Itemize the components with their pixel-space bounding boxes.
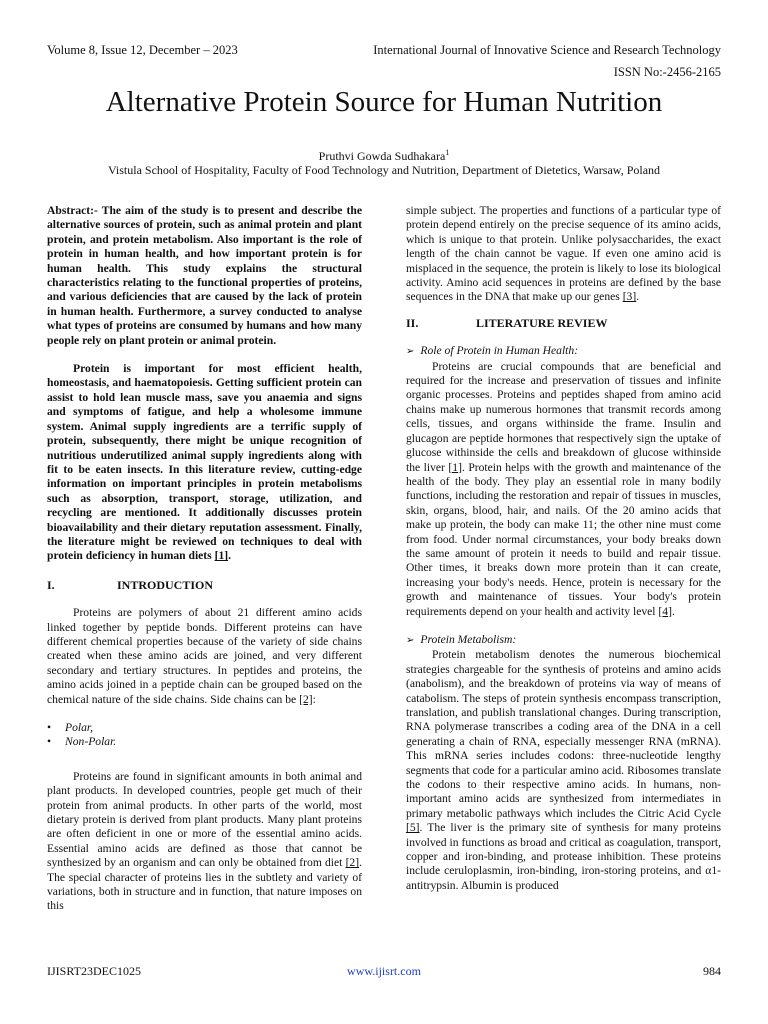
page-number: 984 (703, 964, 721, 978)
left-column (47, 204, 362, 914)
metabolism-paragraph (406, 648, 721, 893)
metabolism-paragraph-text: Protein metabolism denotes the numerous biochemical strategies chargeable for the synthesis of proteins and amino acids (anabolism), and the breakdown of proteins via way of means of catabolism. The steps of protein synthesis encompass transcription, translation, and publish translational changes. During transcription, RNA polymerase transcribes a coding area of the DNA in a cell generating a chain of RNA, especially messenger RNA (mRNA). This mRNA series includes codons: three-nucleotide lengthy segments that code for a particular amino acid. Ribosomes translate the codons to their respective amino acids. In humans, non-important amino acids are synthesized from intermediates in primary metabolic pathways which includes the Citric Acid Cycle (406, 648, 721, 820)
intro-paragraph-1-text: Proteins are polymers of about 21 different amino acids linked together by peptide bonds. Different proteins can have different chemical properties because of the variety of side chains created when these amino acids are joined, and very different secondary and tertiary structures. In peptides and proteins, the amino acids joined in a peptide chain can be grouped based on the chemical nature of the side chains. Side chains can be (47, 606, 362, 706)
citation-link[interactable]: [5] (406, 821, 420, 835)
role-paragraph-text: Proteins are crucial compounds that are beneficial and required for the increase and preservation of tissues and infinite organic processes. Proteins and peptides shaped from amino acid chains make up numerous hormones that transmit records among cells, tissues, and organs withinside the frame. Insulin and glucagon are peptide hormones that respectively sign the uptake of glucose withinside the cells and breakdown of glucose withinside the liver (406, 359, 721, 474)
section-title: INTRODUCTION (117, 577, 214, 592)
issn: ISSN No:-2456-2165 (613, 65, 721, 79)
role-paragraph-text-2: . Protein helps with the growth and maintenance of the health of the body. They play an essential role in many bodily functions, including the restoration and repair of tissues in muscles, skin, organs, blood, hair, and nails. Of the 20 amino acids that make up protein, the body can make 11; the other nine must come from food. Under normal circumstances, your body breaks down the same amount of protein it needs to build and repair tissue. Other times, it breaks down more protein than it can create, increasing your body's needs. Hence, protein is necessary for the growth and maintenance of tissues. Your body's protein requirements depend on your health and activity level (406, 460, 721, 618)
intro-paragraph-2-text: Proteins are found in significant amounts in both animal and plant products. In developed countries, people get much of their protein from animal products. In other parts of the world, most dietary protein is derived from plant products. Many plant proteins are often deficient in one or more of the essential amino acids. Essential amino acids are defined as those that cannot be synthesized by an organism and can only be obtained from diet (47, 769, 362, 870)
section-number: I. (47, 577, 55, 592)
citation-link[interactable]: [2] (345, 856, 360, 870)
right-column (406, 204, 721, 893)
journal-name: International Journal of Innovative Science and Research Technology (373, 43, 721, 57)
subsection-heading-role (406, 344, 721, 359)
section-heading-introduction (47, 578, 362, 592)
section-number: II. (406, 315, 419, 330)
abstract: Abstract:- The aim of the study is to present and describe the alternative sources of protein, such as animal protein and plant protein, and protein metabolism. Also important is the role of protein in human health, and how important protein is for human health. This study explains the structural characteristics relating to the functional properties of proteins, and various deficiencies that are caused by the lack of protein in human health. Furthermore, a survey conducted to analyse what types of proteins are consumed by humans and how many people rely on plant protein or animal protein. (47, 204, 362, 347)
continued-paragraph-text: simple subject. The properties and functions of a particular type of protein depend entirely on the precise sequence of its amino acids, which is unique to that protein. Unlike polysaccharides, the exact length of the chain cannot be vague. If even one amino acid is misplaced in the sequence, the protein is likely to lose its biological activity. Amino acid sequences in proteins are defined by the base sequences in the DNA that make up our genes (406, 204, 721, 304)
side-chain-list (47, 721, 362, 750)
list-item: • Non-Polar. (47, 735, 362, 749)
section-heading-literature-review (406, 316, 721, 330)
metabolism-paragraph-text-2: . The liver is the primary site of synthesis for many proteins involved in functions as broad and critical as coagulation, transport, copper and iron-binding, and protease inhibition. These proteins include ceruloplasmin, iron-binding, iron-storing proteins, and α1-antitrypsin. Albumin is produced (406, 821, 721, 892)
author-line (0, 148, 768, 164)
citation-link[interactable]: [1] (448, 460, 462, 474)
abstract-paragraph-2 (47, 362, 362, 564)
arrow-bullet-icon: ➢ (406, 346, 415, 358)
list-item: • Polar, (47, 721, 362, 735)
author-superscript: 1 (445, 148, 450, 157)
volume-issue: Volume 8, Issue 12, December – 2023 (47, 43, 238, 57)
intro-paragraph-1-end: : (312, 692, 316, 706)
author-name: Pruthvi Gowda Sudhakara (318, 149, 446, 163)
abstract-paragraph-2-text: Protein is important for most efficient health, homeostasis, and haematopoiesis. Getting sufficient protein can assist to hold lean muscle mass, save you anaemia and signs and symptoms of fatigue, and help a wholesome immune system. Animal supply ingredients are a terrific supply of protein, subsequently, there might be unique recognition of nutritious underutilized animal supply ingredients along with fit to be eaten insects. In this literature review, cutting-edge information on important principles in protein metabolisms such as absorption, transport, storage, utilization, and recycling are mentioned. It additionally discusses protein bioavailability and their dietary reputation assessment. Finally, the literature might be reviewed on techniques to deal with protein deficiency in human diets (47, 362, 362, 563)
intro-paragraph-1 (47, 606, 362, 707)
continued-paragraph (406, 204, 721, 305)
citation-link[interactable]: [1] (214, 549, 229, 563)
intro-paragraph-2-end: . The special character of proteins lies in the subtlety and variety of variations, both in structure and in function, that nature imposes on this (47, 856, 362, 913)
subsection-heading-metabolism (406, 633, 721, 648)
role-paragraph (406, 360, 721, 619)
abstract-paragraph-2-end: . (228, 549, 232, 563)
journal-website-link[interactable]: www.ijisrt.com (347, 964, 421, 978)
arrow-bullet-icon: ➢ (406, 634, 415, 646)
subsection-title: Role of Protein in Human Health: (420, 344, 579, 358)
citation-link[interactable]: [2] (299, 692, 313, 706)
continued-paragraph-end: . (636, 290, 640, 304)
role-paragraph-end: . (671, 604, 675, 618)
subsection-title: Protein Metabolism: (420, 632, 517, 646)
affiliation: Vistula School of Hospitality, Faculty of Food Technology and Nutrition, Department of Dietetics, Warsaw, Poland (107, 163, 661, 177)
paper-title: Alternative Protein Source for Human Nutrition (105, 86, 663, 118)
article-code: IJISRT23DEC1025 (47, 964, 141, 978)
intro-paragraph-2 (47, 770, 362, 914)
section-title: LITERATURE REVIEW (476, 315, 608, 330)
citation-link[interactable]: [4] (658, 604, 672, 618)
citation-link[interactable]: [3] (622, 290, 637, 304)
